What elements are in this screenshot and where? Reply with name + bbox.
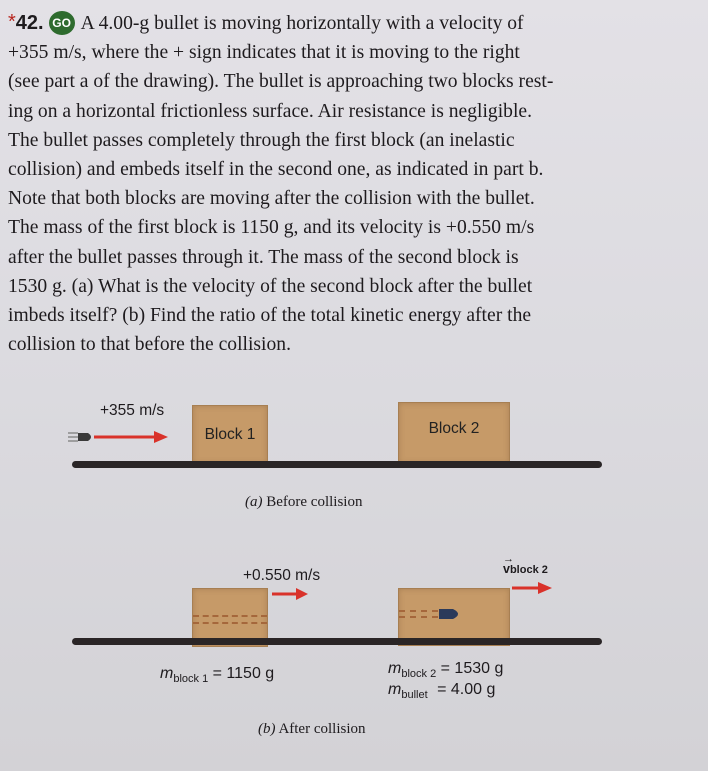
problem-line-8: The mass of the first block is 1150 g, and its velocity is +0.550 m/s [8,217,535,239]
block-2-velocity-arrow-icon [510,580,554,596]
mass-bullet [388,681,495,701]
go-badge-icon: GO [49,11,75,35]
mass-block-1 [160,665,274,685]
problem-line-10: 1530 g. (a) What is the velocity of the second block after the bullet [8,275,533,297]
mb-subscript: bullet [401,689,428,702]
mass-block-2 [388,660,503,680]
problem-line-4: ing on a horizontal frictionless surface. Air resistance is negligible. [8,100,532,122]
mb-symbol: m [388,681,402,698]
m1-subscript: block 1 [173,673,209,686]
mb-value: = 4.00 g [437,681,496,698]
problem-line-text: A 4.00-g bullet is moving horizontally with a velocity of [80,13,524,34]
block-1-velocity-label: +0.550 m/s [243,567,321,584]
m2-subscript: block 2 [401,668,437,681]
block-2-label: Block 2 [428,420,480,438]
block-2-before [398,402,510,464]
caption-a [245,494,362,511]
caption-b-text: After collision [278,721,366,737]
m2-value: = 1530 g [440,660,504,677]
problem-line-7: Note that both blocks are moving after the collision with the bullet. [8,188,535,210]
ground-surface-b [72,638,602,645]
embedded-bullet-icon [439,606,465,622]
block-1-before [192,405,268,464]
problem-line-3: (see part a of the drawing). The bullet is approaching two blocks rest- [8,71,554,93]
m2-symbol: m [388,660,402,677]
problem-line-6: collision) and embeds itself in the second one, as indicated in part b. [8,159,544,181]
v-block2-label: → vblock 2 [503,553,548,576]
star-marker: * [8,11,16,33]
m1-symbol: m [160,665,174,682]
problem-line-12: collision to that before the collision. [8,334,291,356]
block-1-dash-line [193,615,267,617]
problem-line-9: after the bullet passes through it. The mass of the second block is [8,246,519,268]
v-subscript: block 2 [509,564,548,576]
caption-b-letter: (b) [258,721,276,737]
bullet-icon [64,427,174,447]
caption-a-text: Before collision [266,494,363,510]
v-symbol: v [503,562,510,576]
problem-line-5: The bullet passes completely through the first block (an inelastic [8,129,515,151]
problem-line-11: imbeds itself? (b) Find the ratio of the total kinetic energy after the [8,305,532,327]
block-1-label: Block 1 [204,425,256,443]
block-1-velocity-arrow-icon [270,586,310,602]
problem-number: 42. [15,12,44,34]
ground-surface-a [72,461,602,468]
caption-b [258,721,366,738]
problem-line-2: +355 m/s, where the + sign indicates that it is moving to the right [8,42,520,64]
caption-a-letter: (a) [245,494,263,510]
m1-value: = 1150 g [212,665,275,682]
bullet-velocity-label: +355 m/s [100,402,165,419]
block-1-dash-line [193,622,267,624]
